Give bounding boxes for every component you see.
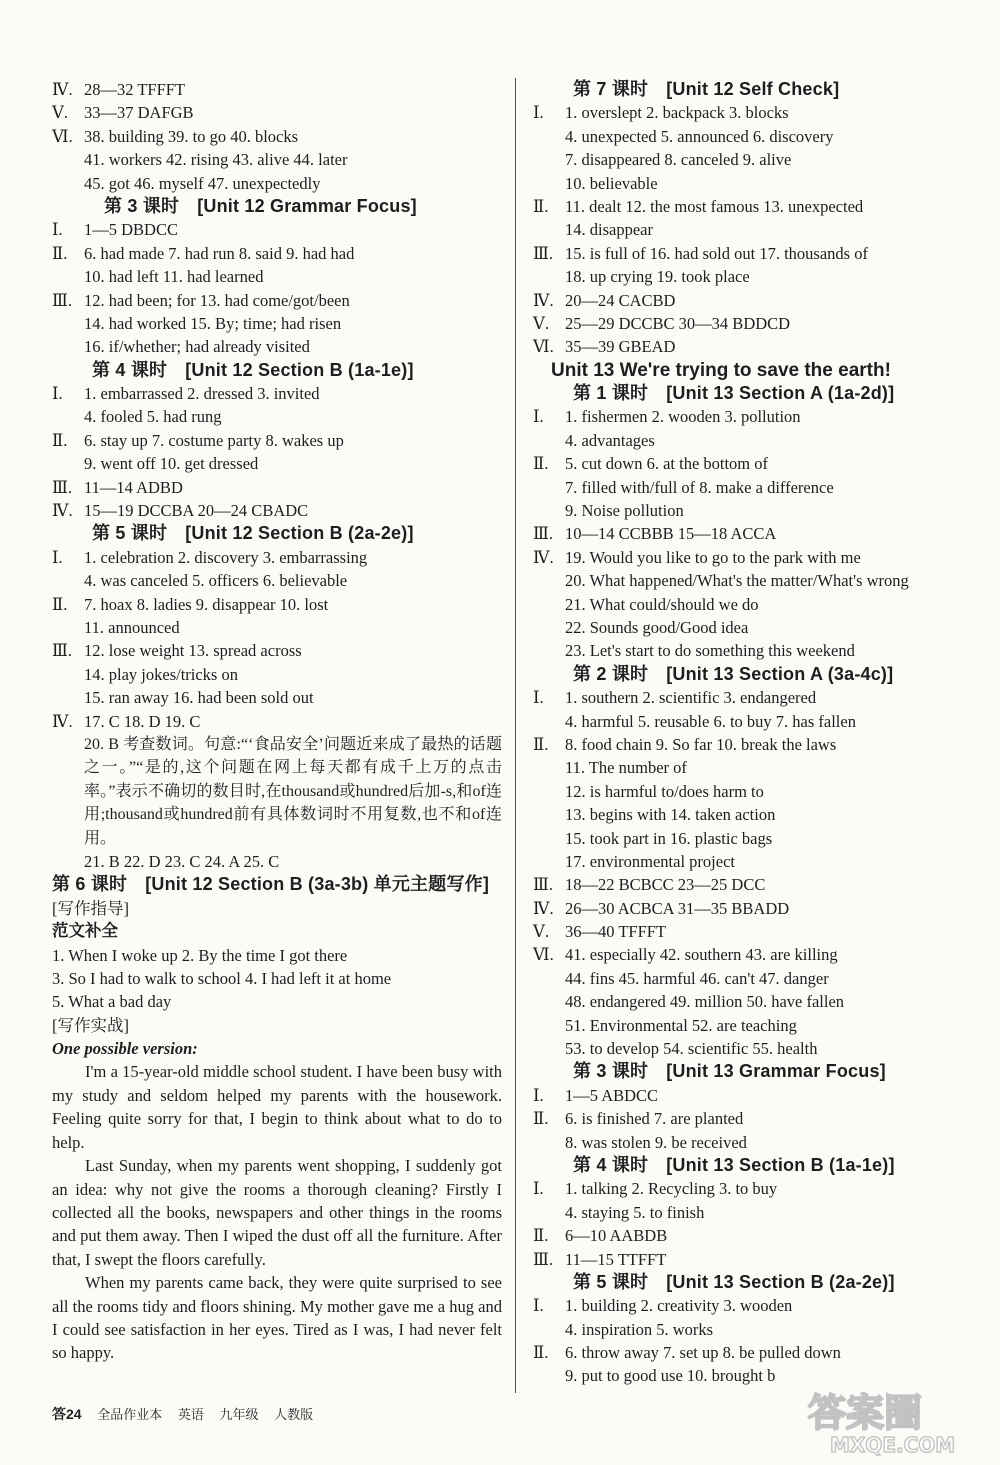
column-divider — [515, 78, 516, 1393]
lesson-number: 第 5 课时 — [92, 523, 168, 544]
lesson-number: 第 4 课时 — [92, 359, 168, 380]
answer-line — [52, 405, 502, 428]
answer-line — [533, 943, 973, 966]
lesson-title: [Unit 12 Section B (1a-1e)] — [185, 359, 414, 380]
section-numeral: Ⅰ. — [52, 547, 63, 567]
answer-line — [533, 218, 973, 241]
answer-line — [52, 335, 502, 358]
answer-text: 48. endangered 49. million 50. have fallen — [565, 992, 845, 1012]
answer-text: 19. Would you like to go to the park with me — [565, 547, 861, 567]
answer-line — [533, 405, 973, 428]
lesson-number: 第 5 课时 — [573, 1271, 649, 1292]
answer-line — [52, 686, 502, 709]
answer-line — [533, 639, 973, 662]
answer-text: 13. begins with 14. taken action — [565, 805, 776, 825]
answer-line — [533, 242, 973, 265]
answer-line — [533, 873, 973, 896]
essay-paragraph: I'm a 15-year-old middle school student. I have been busy with my study and seldom helped my parents with the housework. Feeling quite sorry for that, I begin to think about what to do to help. — [52, 1062, 502, 1152]
answer-line — [52, 242, 502, 265]
lesson-heading — [533, 78, 973, 101]
section-numeral: Ⅳ. — [52, 501, 73, 521]
lesson-number: 第 1 课时 — [573, 383, 649, 404]
answer-line — [52, 312, 502, 335]
answer-text: 4. inspiration 5. works — [565, 1319, 714, 1339]
answer-line — [533, 1248, 973, 1271]
answer-line — [533, 172, 973, 195]
answer-text: 23. Let's start to do something this weekend — [565, 641, 855, 661]
answer-line — [52, 499, 502, 522]
answer-line — [52, 569, 502, 592]
answer-text: 41. especially 42. southern 43. are killing — [565, 945, 838, 965]
section-numeral: Ⅰ. — [533, 688, 544, 708]
answer-text: 1—5 DBDCC — [84, 220, 178, 240]
watermark-site: MXQE.COM — [830, 1433, 956, 1457]
answer-text: 9. Noise pollution — [565, 501, 684, 521]
answer-text: 25—29 DCCBC 30—34 BDDCD — [565, 313, 791, 333]
answer-line — [52, 101, 502, 124]
lesson-title: [Unit 13 Section A (3a-4c)] — [666, 663, 894, 684]
essay-paragraph: When my parents came back, they were quite surprised to see all the rooms tidy and floors shining. My mother gave me a hug and I could see satisfaction in her eyes. Tired as I was, I had never felt so happy. — [52, 1273, 502, 1363]
answer-text: 1. building 2. creativity 3. wooden — [565, 1296, 793, 1316]
answer-text: 15. ran away 16. had been sold out — [84, 688, 314, 708]
answer-text: 18. up crying 19. took place — [565, 267, 750, 287]
answer-line — [533, 125, 973, 148]
section-numeral: Ⅲ. — [52, 290, 73, 310]
watermark-logo — [800, 1380, 980, 1458]
lesson-heading — [52, 873, 502, 896]
section-numeral: Ⅳ. — [533, 898, 554, 918]
answer-line — [52, 546, 502, 569]
lesson-title: [Unit 13 Section A (1a-2d)] — [666, 383, 895, 404]
section-numeral: Ⅱ. — [52, 594, 68, 614]
section-numeral: Ⅱ. — [533, 1109, 549, 1129]
answer-line — [533, 803, 973, 826]
answer-text: 33—37 DAFGB — [84, 103, 194, 123]
answer-text: 7. filled with/full of 8. make a difference — [565, 477, 834, 497]
section-numeral: Ⅳ. — [52, 80, 73, 99]
answer-line — [52, 476, 502, 499]
answer-text: 21. What could/should we do — [565, 594, 759, 614]
lesson-number: 第 4 课时 — [573, 1154, 649, 1175]
model-answer-line: 1. When I woke up 2. By the time I got there — [52, 945, 348, 965]
lesson-heading — [533, 1271, 973, 1294]
answer-text: 8. was stolen 9. be received — [565, 1132, 747, 1152]
writing-guide-label: [写作指导] — [52, 898, 129, 918]
answer-line — [533, 522, 973, 545]
answer-text: 4. advantages — [565, 430, 655, 450]
answer-line — [533, 897, 973, 920]
answer-text: 1. embarrassed 2. dressed 3. invited — [84, 384, 320, 404]
section-numeral: Ⅰ. — [533, 1296, 544, 1316]
answer-text: 28—32 TFFFT — [84, 80, 186, 99]
answer-text: 10. believable — [565, 173, 658, 193]
section-numeral: Ⅲ. — [52, 477, 73, 497]
answer-line — [52, 265, 502, 288]
answer-text: 14. play jokes/tricks on — [84, 664, 238, 684]
answer-line — [533, 920, 973, 943]
lesson-number: 第 7 课时 — [573, 79, 649, 99]
answer-text: 6. throw away 7. set up 8. be pulled down — [565, 1343, 841, 1363]
left-column — [52, 78, 502, 1365]
answer-text: 11. dealt 12. the most famous 13. unexpected — [565, 196, 864, 216]
answer-line — [52, 616, 502, 639]
answer-line — [533, 148, 973, 171]
answer-text: 1. overslept 2. backpack 3. blocks — [565, 103, 789, 123]
answer-text: 9. put to good use 10. brought b — [565, 1366, 776, 1386]
answer-text: 12. is harmful to/does harm to — [565, 781, 764, 801]
answer-line — [533, 546, 973, 569]
lesson-heading — [533, 663, 973, 686]
answer-line — [533, 733, 973, 756]
section-numeral: Ⅲ. — [52, 641, 73, 661]
section-numeral: Ⅳ. — [533, 547, 554, 567]
page-footer — [52, 1404, 325, 1424]
answer-line — [533, 1037, 973, 1060]
version-label: One possible version: — [52, 1039, 198, 1059]
answer-line — [52, 663, 502, 686]
section-numeral: Ⅱ. — [52, 243, 68, 263]
answer-text: 11—14 ADBD — [84, 477, 183, 497]
section-numeral: Ⅵ. — [533, 337, 554, 357]
answer-text: 12. lose weight 13. spread across — [84, 641, 302, 661]
answer-line — [533, 686, 973, 709]
lesson-title: [Unit 13 Section B (1a-1e)] — [666, 1154, 895, 1175]
lesson-number: 第 3 课时 — [104, 195, 180, 216]
section-numeral: Ⅲ. — [533, 243, 554, 263]
answer-line — [533, 850, 973, 873]
answer-text: 4. was canceled 5. officers 6. believable — [84, 571, 348, 591]
answer-text: 15. is full of 16. had sold out 17. thousands of — [565, 243, 868, 263]
answer-line — [533, 429, 973, 452]
answer-line — [533, 265, 973, 288]
section-numeral: Ⅰ. — [533, 1179, 544, 1199]
lesson-number: 第 6 课时 — [52, 874, 128, 895]
answer-line — [533, 780, 973, 803]
section-numeral: Ⅵ. — [533, 945, 554, 965]
answer-line — [52, 125, 502, 148]
answer-text: 45. got 46. myself 47. unexpectedly — [84, 173, 321, 193]
answer-text: 6. stay up 7. costume party 8. wakes up — [84, 430, 344, 450]
page-number: 答24 — [52, 1406, 82, 1422]
answer-text: 41. workers 42. rising 43. alive 44. later — [84, 150, 348, 170]
answer-line — [533, 827, 973, 850]
answer-text: 4. fooled 5. had rung — [84, 407, 222, 427]
answer-line — [52, 429, 502, 452]
lesson-heading — [533, 1154, 973, 1177]
answer-text: 1—5 ABDCC — [565, 1085, 659, 1105]
answer-line — [533, 1294, 973, 1317]
answer-text: 11—15 TTFFT — [565, 1249, 667, 1269]
section-numeral: Ⅲ. — [533, 875, 554, 895]
section-numeral: Ⅰ. — [52, 220, 63, 240]
answer-text: 6. is finished 7. are planted — [565, 1109, 744, 1129]
answer-text: 26—30 ACBCA 31—35 BBADD — [565, 898, 790, 918]
answer-text: 22. Sounds good/Good idea — [565, 617, 749, 637]
answer-line — [533, 195, 973, 218]
answer-text: 20—24 CACBD — [565, 290, 676, 310]
lesson-heading — [533, 382, 973, 405]
answer-line — [52, 452, 502, 475]
answer-line — [533, 101, 973, 124]
section-numeral: Ⅱ. — [533, 454, 549, 474]
answer-line — [52, 593, 502, 616]
section-numeral: Ⅱ. — [533, 734, 549, 754]
answer-text: 15. took part in 16. plastic bags — [565, 828, 773, 848]
lesson-heading — [52, 195, 502, 218]
answer-line — [52, 289, 502, 312]
answer-line — [52, 78, 502, 101]
section-numeral: Ⅰ. — [533, 103, 544, 123]
right-column — [533, 78, 973, 1388]
unit-title: Unit 13 We're trying to save the earth! — [551, 359, 891, 381]
section-numeral: Ⅰ. — [533, 1085, 544, 1105]
answer-line — [533, 289, 973, 312]
answer-text: 5. cut down 6. at the bottom of — [565, 454, 769, 474]
answer-line — [533, 312, 973, 335]
answer-text: 21. B 22. D 23. C 24. A 25. C — [84, 851, 280, 871]
answer-text: 16. if/whether; had already visited — [84, 337, 310, 357]
answer-text: 14. disappear — [565, 220, 653, 240]
lesson-number: 第 3 课时 — [573, 1061, 649, 1082]
answer-line — [533, 756, 973, 779]
answer-line — [533, 569, 973, 592]
section-numeral: Ⅲ. — [533, 1249, 554, 1269]
book-title: 全品作业本 — [97, 1407, 163, 1422]
answer-line — [533, 335, 973, 358]
answer-text: 44. fins 45. harmful 46. can't 47. danger — [565, 968, 829, 988]
lesson-heading — [533, 1060, 973, 1083]
explanation-note: 20. B 考查数词。句意:“‘食品安全’问题近来成了最热的话题之一。”“是的,这个问题在网上每天都有成千上万的点击率。”表示不确切的数目时,在thousand或hundred后加-s,和of连用;thousand或hundred前有具体数词时不用复数,也不和of连用。 — [84, 735, 502, 847]
answer-text: 20. What happened/What's the matter/What's wrong — [565, 571, 909, 591]
answer-text: 6—10 AABDB — [565, 1226, 668, 1246]
answer-line — [533, 1201, 973, 1224]
answer-text: 12. had been; for 13. had come/got/been — [84, 290, 350, 310]
section-numeral: Ⅴ. — [533, 313, 550, 333]
section-numeral: Ⅱ. — [533, 196, 549, 216]
lesson-title: [Unit 12 Self Check] — [666, 79, 840, 99]
section-numeral: Ⅱ. — [533, 1343, 549, 1363]
answer-text: 10—14 CCBBB 15—18 ACCA — [565, 524, 777, 544]
answer-line — [533, 1084, 973, 1107]
answer-text: 7. disappeared 8. canceled 9. alive — [565, 150, 792, 170]
section-numeral: Ⅱ. — [52, 430, 68, 450]
answer-line — [52, 218, 502, 241]
answer-line — [533, 967, 973, 990]
answer-line — [533, 499, 973, 522]
lesson-number: 第 2 课时 — [573, 663, 649, 684]
answer-line — [533, 710, 973, 733]
answer-text: 36—40 TFFFT — [565, 922, 667, 942]
answer-line — [533, 593, 973, 616]
answer-text: 35—39 GBEAD — [565, 337, 676, 357]
lesson-title: [Unit 12 Section B (3a-3b) 单元主题写作] — [145, 874, 490, 895]
answer-text: 1. fishermen 2. wooden 3. pollution — [565, 407, 801, 427]
section-numeral: Ⅴ. — [52, 103, 69, 123]
answer-text: 4. unexpected 5. announced 6. discovery — [565, 126, 834, 146]
answer-text: 38. building 39. to go 40. blocks — [84, 126, 299, 146]
section-numeral: Ⅰ. — [52, 384, 63, 404]
answer-text: 1. southern 2. scientific 3. endangered — [565, 688, 817, 708]
answer-line — [533, 616, 973, 639]
answer-line — [533, 1131, 973, 1154]
answer-line — [52, 850, 502, 873]
grade: 九年级 — [219, 1407, 259, 1422]
answer-text: 11. announced — [84, 617, 180, 637]
lesson-heading — [52, 522, 502, 545]
section-numeral: Ⅴ. — [533, 922, 550, 942]
answer-line — [533, 452, 973, 475]
answer-text: 18—22 BCBCC 23—25 DCC — [565, 875, 766, 895]
watermark-text: 答案圈 — [808, 1391, 923, 1435]
answer-text: 17. environmental project — [565, 851, 735, 871]
model-answer-line: 5. What a bad day — [52, 992, 172, 1012]
essay-paragraph: Last Sunday, when my parents went shopping, I suddenly got an idea: why not give the rooms a thorough cleaning? Firstly I collected all the books, newspapers and other things in the rooms and put them away. Then I wiped the dust off all the furniture. After that, I swept the floors carefully. — [52, 1156, 502, 1269]
lesson-title: [Unit 12 Section B (2a-2e)] — [185, 523, 414, 544]
answer-text: 11. The number of — [565, 758, 687, 778]
answer-line — [533, 1177, 973, 1200]
answer-line — [533, 1224, 973, 1247]
answer-text: 14. had worked 15. By; time; had risen — [84, 313, 342, 333]
answer-text: 9. went off 10. get dressed — [84, 454, 259, 474]
answer-line — [52, 148, 502, 171]
answer-line — [52, 382, 502, 405]
answer-line — [533, 476, 973, 499]
answer-text: 4. harmful 5. reusable 6. to buy 7. has fallen — [565, 711, 856, 731]
answer-text: 4. staying 5. to finish — [565, 1202, 705, 1222]
answer-text: 53. to develop 54. scientific 55. health — [565, 1039, 818, 1059]
model-answer-line: 3. So I had to walk to school 4. I had left it at home — [52, 968, 392, 988]
answer-line — [533, 1341, 973, 1364]
answer-text: 10. had left 11. had learned — [84, 267, 264, 287]
section-numeral: Ⅳ. — [52, 711, 73, 731]
lesson-title: [Unit 13 Grammar Focus] — [666, 1061, 886, 1082]
subject: 英语 — [177, 1407, 204, 1422]
answer-text: 1. celebration 2. discovery 3. embarrassing — [84, 547, 368, 567]
section-numeral: Ⅱ. — [533, 1226, 549, 1246]
answer-text: 1. talking 2. Recycling 3. to buy — [565, 1179, 778, 1199]
model-essay-label: 范文补全 — [52, 922, 118, 941]
lesson-title: [Unit 13 Section B (2a-2e)] — [666, 1271, 895, 1292]
section-numeral: Ⅰ. — [533, 407, 544, 427]
answer-line — [533, 1318, 973, 1341]
lesson-title: [Unit 12 Grammar Focus] — [197, 195, 417, 216]
answer-text: 15—19 DCCBA 20—24 CBADC — [84, 501, 309, 521]
section-numeral: Ⅵ. — [52, 126, 73, 146]
answer-line — [52, 172, 502, 195]
answer-line — [533, 990, 973, 1013]
section-numeral: Ⅲ. — [533, 524, 554, 544]
answer-line — [52, 710, 502, 733]
writing-practice-label: [写作实战] — [52, 1015, 129, 1035]
answer-text: 7. hoax 8. ladies 9. disappear 10. lost — [84, 594, 329, 614]
answer-line — [52, 639, 502, 662]
edition: 人教版 — [274, 1407, 314, 1422]
answer-line — [533, 1014, 973, 1037]
answer-text: 17. C 18. D 19. C — [84, 711, 201, 731]
answer-text: 51. Environmental 52. are teaching — [565, 1015, 797, 1035]
answer-text: 8. food chain 9. So far 10. break the laws — [565, 734, 837, 754]
answer-line — [533, 1107, 973, 1130]
section-numeral: Ⅳ. — [533, 290, 554, 310]
lesson-heading — [52, 359, 502, 382]
answer-text: 6. had made 7. had run 8. said 9. had had — [84, 243, 355, 263]
